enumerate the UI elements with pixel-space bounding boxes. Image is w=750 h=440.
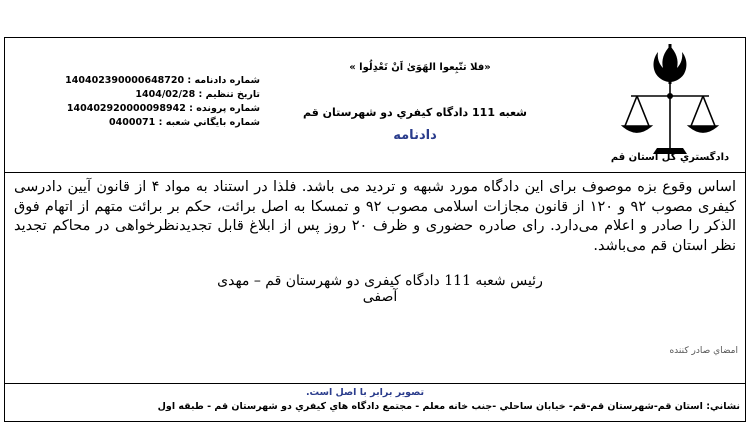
meta-row: شماره بايگاني شعبه : 0400071 <box>109 117 260 128</box>
court-address: نشاني: استان قم-شهرستان قم-قم- خيابان ساحلي -جنب خانه معلم - مجتمع دادگاه هاي كيفري دو شهرستان قم - طبقه اول <box>157 401 740 412</box>
meta-row: شماره پرونده : 140402920000098942 <box>66 103 260 114</box>
judiciary-scales-emblem-icon <box>615 40 725 165</box>
case-metadata <box>60 74 260 130</box>
meta-row: تاريخ تنظيم : 1404/02/28 <box>135 89 260 100</box>
document-title: دادنامه <box>393 128 437 143</box>
judge-signature: رئیس شعبه 111 دادگاه کیفری دو شهرستان قم – مهدی آصفی <box>217 273 543 305</box>
meta-row: شماره دادنامه : 140402390000648720 <box>65 75 260 86</box>
issuer-signature-label: امضاي صادر كننده <box>669 346 738 356</box>
court-branch: شعبه 111 دادگاه کیفري دو شهرستان قم <box>302 106 528 119</box>
verdict-text: اساس وقوع بزه موصوف برای این دادگاه مورد شبهه و تردید می باشد. فلذا در استناد به مواد ۴ از قانون آیین دادرسی کیفری مصوب ۹۲ و ۱۲۰ از قانون مجازات اسلامی مصوب ۹۲ و تمسکا به اصل برائت، حکم بر برائت متهم از اتهام فوق الذکر را صادر و اعلام می‌دارد. رای صادره حضوری و ظرف ۲۰ روز پس از ابلاغ قابل تجدیدنظرخواهی در محاکم تجدید نظر استان قم می‌باشد. <box>14 179 737 254</box>
header-divider <box>4 172 746 173</box>
certified-copy-note: تصوير برابر با اصل است. <box>305 387 425 398</box>
header-verse: «فلا تتّبِعوا الهَوَیٰ اَنْ تَعْدِلُوا » <box>349 62 491 73</box>
footer-divider <box>4 383 746 384</box>
organization-name: دادگستري كل استان قم <box>610 152 730 163</box>
